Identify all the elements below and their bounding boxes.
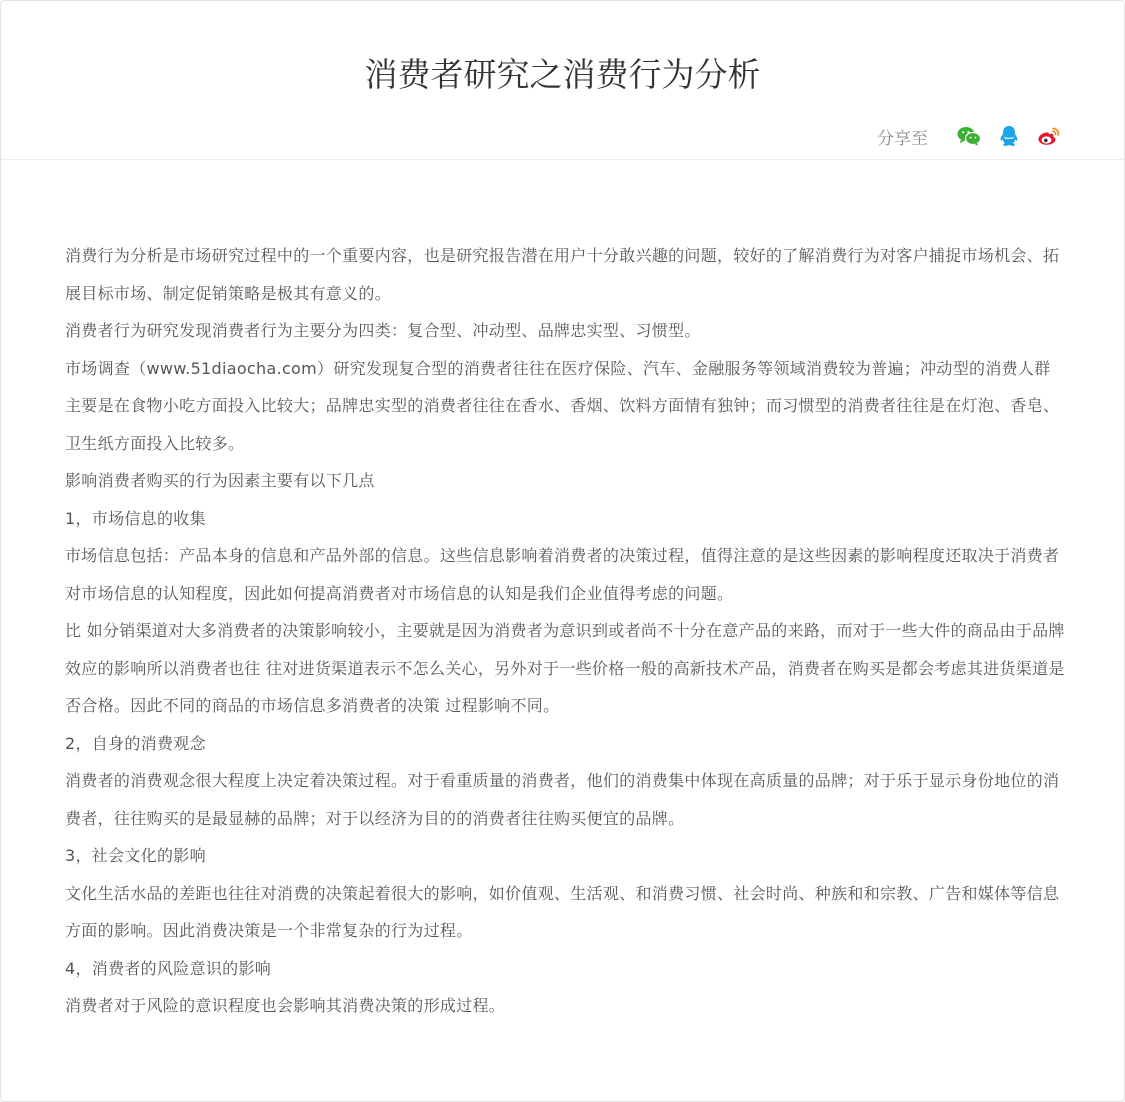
paragraph: 消费者的消费观念很大程度上决定着决策过程。对于看重质量的消费者，他们的消费集中体现在高质量的品牌；对于乐于显示身份地位的消费者，往往购买的是最显赫的品牌；对于以经济为目的的消费者往往购买便宜的品牌。 [65,771,1060,828]
qq-icon[interactable] [996,123,1022,149]
article-header [1,1,1124,160]
paragraph: 比 如分销渠道对大多消费者的决策影响较小，主要就是因为消费者为意识到或者尚不十分在意产品的来路，而对于一些大件的商品由于品牌效应的影响所以消费者也往 往对进货渠道表示不怎么关心，另外对于一些价格一般的高新技术产品，消费者在购买是都会考虑其进货渠道是否合格。因此不同的商品的市场信息多消费者的决策 过程影响不同。 [65,621,1065,715]
paragraph: 市场信息包括：产品本身的信息和产品外部的信息。这些信息影响着消费者的决策过程，值得注意的是这些因素的影响程度还取决于消费者对市场信息的认知程度，因此如何提高消费者对市场信息的认知是我们企业值得考虑的问题。 [65,546,1060,603]
section-heading: 3，社会文化的影响 [65,846,206,865]
section-heading: 2，自身的消费观念 [65,733,206,753]
paragraph: 影响消费者购买的行为因素主要有以下几点 [65,471,375,490]
paragraph: 消费者对于风险的意识程度也会影响其消费决策的形成过程。 [65,996,506,1015]
section-heading: 4，消费者的风险意识的影响 [65,958,272,978]
paragraph: 消费行为分析是市场研究过程中的一个重要内容，也是研究报告潜在用户十分敢兴趣的问题，较好的了解消费行为对客户捕捉市场机会、拓展目标市场、制定促销策略是极其有意义的。 [65,246,1060,303]
page-title: 消费者研究之消费行为分析 [364,55,761,94]
paragraph: 市场调查（www.51diaocha.com）研究发现复合型的消费者往往在医疗保险、汽车、金融服务等领域消费较为普遍；冲动型的消费人群主要是在食物小吃方面投入比较大；品牌忠实型的消费者往往在香水、香烟、饮料方面情有独钟；而习惯型的消费者往往是在灯泡、香皂、卫生纸方面投入比较多。 [65,358,1060,453]
section-heading: 1，市场信息的收集 [65,508,206,528]
paragraph: 消费者行为研究发现消费者行为主要分为四类：复合型、冲动型、品牌忠实型、习惯型。 [65,321,701,340]
share-label: 分享至 [877,128,928,149]
share-bar [877,122,1062,150]
wechat-icon[interactable] [956,123,982,149]
weibo-icon[interactable] [1036,123,1062,149]
paragraph: 文化生活水品的差距也往往对消费的决策起着很大的影响，如价值观、生活观、和消费习惯、社会时尚、种族和和宗教、广告和媒体等信息方面的影响。因此消费决策是一个非常复杂的行为过程。 [65,883,1060,940]
article-body [65,237,1065,1025]
